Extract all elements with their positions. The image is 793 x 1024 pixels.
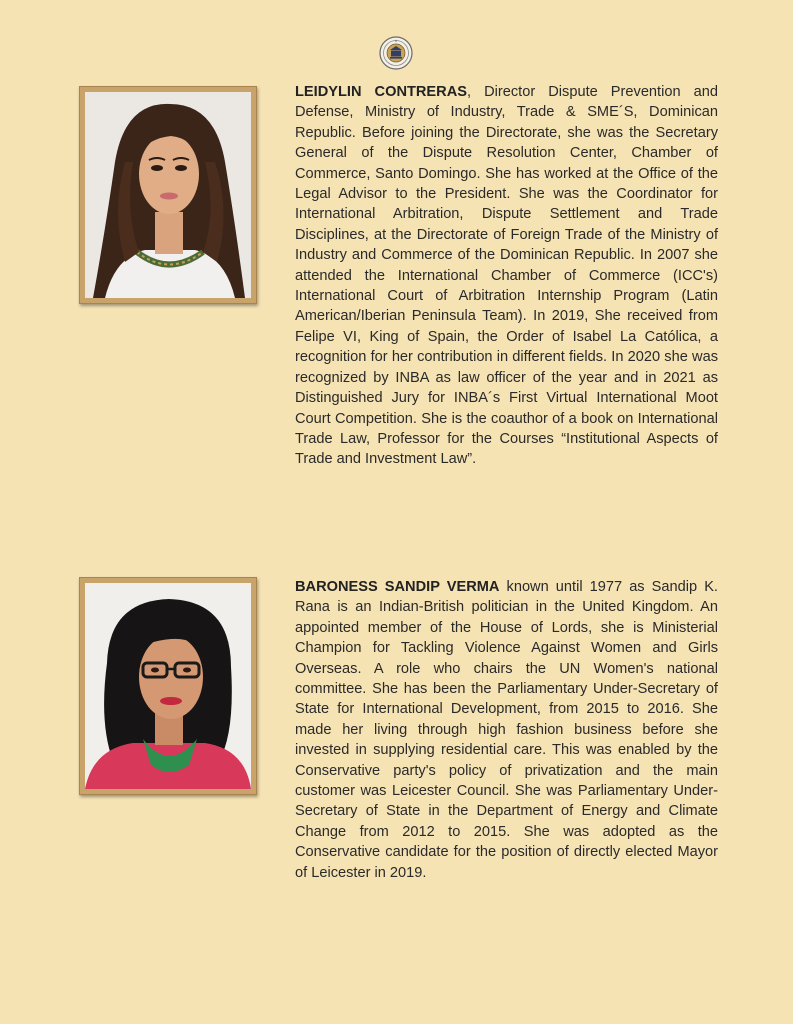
profile-bio	[295, 82, 718, 470]
profile-photo-frame	[79, 577, 257, 795]
portrait-woman-glasses-icon	[85, 583, 251, 789]
profile-photo-frame	[79, 86, 257, 304]
portrait-woman-long-hair-icon	[85, 92, 251, 298]
profile-name: BARONESS SANDIP VERMA	[295, 579, 500, 595]
inba-seal-icon	[379, 36, 413, 70]
profile-bio	[295, 577, 718, 883]
profile-bio-text: , Director Dispute Prevention and Defense, Ministry of Industry, Trade & SME´S, Dominican Republic. Before joining the Directorate, she was the Secretary General of the Dispute Resolution Center, Chamber of Commerce, Santo Domingo. She has worked at the Office of the Legal Advisor to the President. She was the Coordinator for International Arbitration, Dispute Settlement and Trade Disciplines, at the Directorate of Foreign Trade of the Ministry of Industry and Commerce of the Dominican Republic. In 2007 she attended the International Chamber of Commerce (ICC's) International Court of Arbitration Internship Program (Latin American/Iberian Peninsula Team). In 2019, She received from Felipe VI, King of Spain, the Order of Isabel La Católica, a recognition for her contribution in different fields. In 2020 she was recognized by INBA as law officer of the year and in 2021 as Distinguished Jury for INBA´s First Virtual International Moot Court Competition. She is the coauthor of a book on International Trade Law, Professor for the Courses “Institutional Aspects of Trade and Investment Law”.	[295, 84, 718, 468]
profile-name: LEIDYLIN CONTRERAS	[295, 84, 467, 100]
profile-bio-text: known until 1977 as Sandip K. Rana is an Indian-British politician in the United Kingdom. An appointed member of the House of Lords, she is Ministerial Champion for Tackling Violence Against Women and Girls Overseas. A role who chairs the UN Women's national committee. She has been the Parliamentary Under-Secretary of State for International Development, from 2015 to 2016. She made her living through high fashion business before she invested in supplying residential care. This was enabled by the Conservative party's policy of privatization and the main customer was Leicester Council. She was Parliamentary Under-Secretary of State in the Department of Energy and Climate Change from 2012 to 2015. She was adopted as the Conservative candidate for the position of directly elected Mayor of Leicester in 2019.	[295, 579, 718, 881]
